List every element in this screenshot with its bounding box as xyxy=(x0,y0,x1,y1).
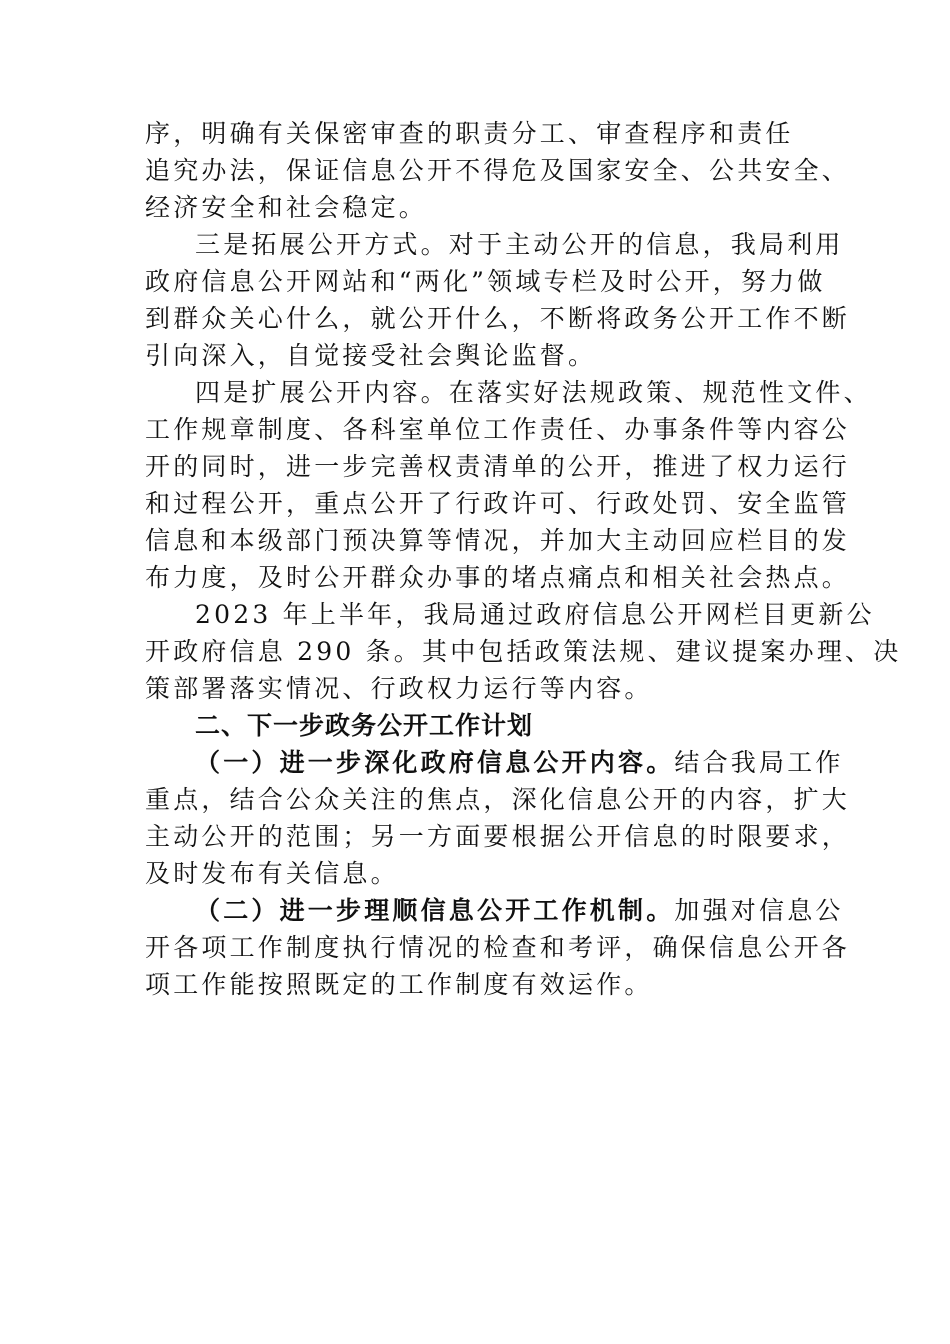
text-line-21: 及时发布有关信息。 xyxy=(145,859,399,888)
paragraph-3-start: 三是拓展公开方式。对于主动公开的信息，我局利用 xyxy=(195,230,844,259)
text-line-10: 开的同时，进一步完善权责清单的公开，推进了权力运行 xyxy=(145,452,851,481)
text-line-19: 重点，结合公众关注的焦点，深化信息公开的内容，扩大 xyxy=(145,785,851,814)
text-line-16: 策部署落实情况、行政权力运行等内容。 xyxy=(145,674,653,703)
text-line-20: 主动公开的范围；另一方面要根据公开信息的时限要求， xyxy=(145,822,851,851)
item-2-heading: （二）进一步理顺信息公开工作机制。 xyxy=(195,896,675,925)
text-line-15: 开政府信息 290 条。其中包括政策法规、建议提案办理、决 xyxy=(145,637,902,666)
item-2-lead-text: 加强对信息公 xyxy=(674,896,844,925)
item-1-first-line xyxy=(145,744,844,781)
text-line-7: 引向深入，自觉接受社会舆论监督。 xyxy=(145,341,597,370)
text-line-2: 追究办法，保证信息公开不得危及国家安全、公共安全、 xyxy=(145,156,851,185)
item-1-lead-text: 结合我局工作 xyxy=(674,748,844,777)
text-line-1: 序，明确有关保密审查的职责分工、审查程序和责任 xyxy=(145,119,794,148)
paragraph-4-start: 四是扩展公开内容。在落实好法规政策、规范性文件、 xyxy=(195,378,872,407)
text-line-9: 工作规章制度、各科室单位工作责任、办事条件等内容公 xyxy=(145,415,851,444)
text-line-25: 项工作能按照既定的工作制度有效运作。 xyxy=(145,970,653,999)
text-line-6: 到群众关心什么，就公开什么，不断将政务公开工作不断 xyxy=(145,304,851,333)
paragraph-stats-start: 2023 年上半年，我局通过政府信息公开网栏目更新公 xyxy=(195,600,875,629)
section-heading-next-steps: 二、下一步政务公开工作计划 xyxy=(195,711,534,740)
text-line-13: 布力度，及时公开群众办事的堵点痛点和相关社会热点。 xyxy=(145,563,851,592)
text-line-24: 开各项工作制度执行情况的检查和考评，确保信息公开各 xyxy=(145,933,851,962)
text-line-11: 和过程公开，重点公开了行政许可、行政处罚、安全监管 xyxy=(145,489,851,518)
item-2-first-line xyxy=(145,892,844,929)
item-1-heading: （一）进一步深化政府信息公开内容。 xyxy=(195,748,675,777)
document-body xyxy=(145,115,902,1003)
text-line-3: 经济安全和社会稳定。 xyxy=(145,193,428,222)
text-line-12: 信息和本级部门预决算等情况，并加大主动回应栏目的发 xyxy=(145,526,851,555)
text-line-5: 政府信息公开网站和“两化”领域专栏及时公开，努力做 xyxy=(145,267,826,296)
